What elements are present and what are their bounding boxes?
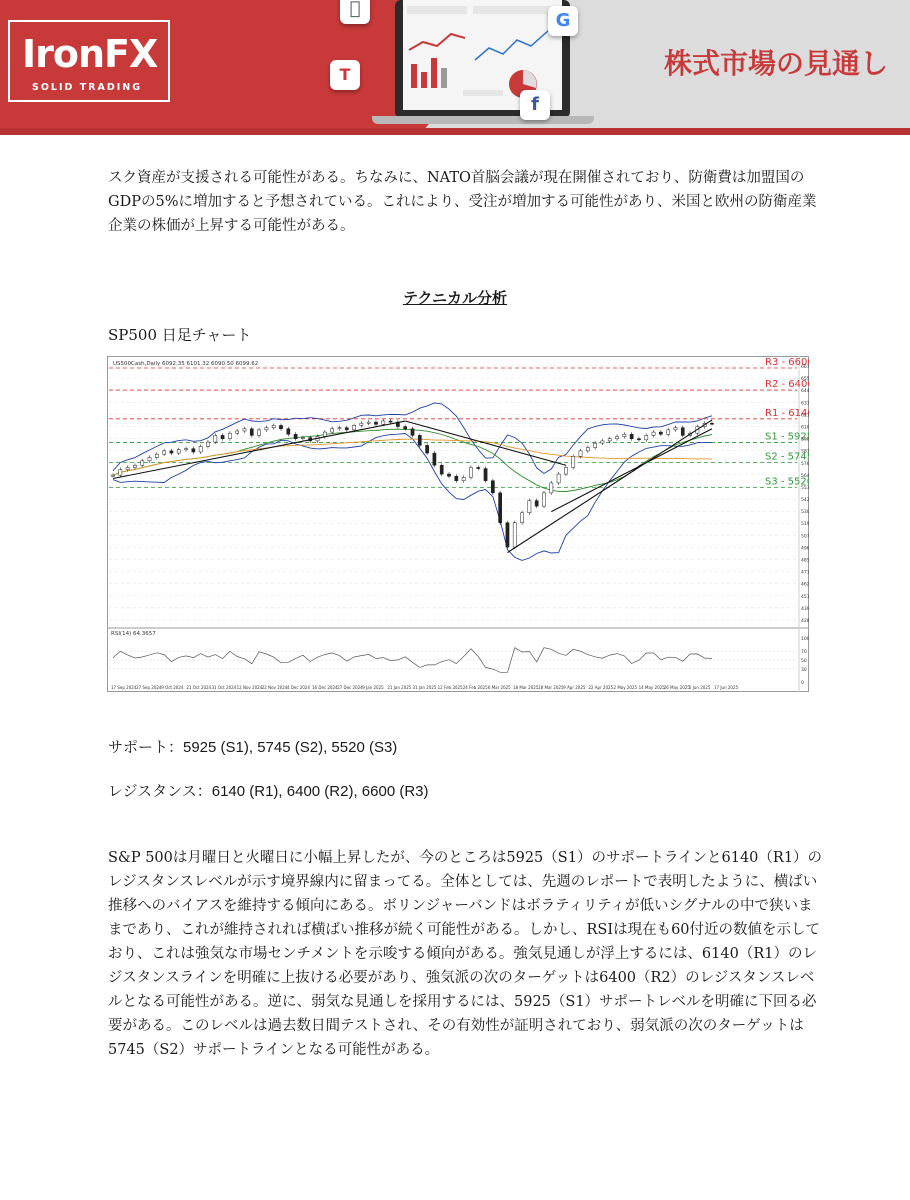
x-tick-label: 18 Mar 2025 [513,685,539,690]
google-icon: G [548,6,578,36]
candle-body [199,446,202,452]
candle-body [594,443,597,447]
support-levels: サポート：5925 (S1), 5745 (S2), 5520 (S3) [108,739,398,756]
candle-body [345,428,348,430]
x-tick-label: 22 Apr 2025 [588,685,614,690]
facebook-icon: f [520,90,550,120]
candle-body [462,477,465,480]
logo-wordmark: IronFX [22,32,158,76]
rsi-tick-label: 0 [801,681,804,686]
section-heading: テクニカル分析 [402,289,508,307]
candle-body [623,434,626,436]
candle-body [535,501,538,507]
candle-body [301,438,304,439]
analysis-paragraph [108,846,824,1062]
candle-body [608,439,611,441]
candle-body [228,433,231,439]
candle-body [148,458,151,461]
candle-body [155,454,158,457]
laptop-base [372,116,594,124]
rsi-tick-label: 70 [801,650,807,656]
y-tick-label: 644 [801,389,809,395]
candle-body [331,429,334,432]
y-tick-label: 633 [801,401,809,407]
candle-body [214,435,217,442]
x-tick-label: 31 Jan 2025 [412,685,437,690]
candle-body [374,422,377,424]
page-title: 株式市場の見通し [663,47,888,80]
x-tick-label: 4 Dec 2024 [286,685,310,690]
chart-title: SP500 日足チャート [108,326,252,344]
x-tick-label: 9 Jan 2025 [362,685,384,690]
candle-body [447,474,450,476]
candle-body [579,451,582,457]
y-tick-label: 598 [801,437,809,443]
candle-body [455,476,458,480]
candle-body [243,429,246,431]
y-tick-label: 610 [801,425,809,431]
candle-body [367,422,370,423]
x-tick-label: 31 Oct 2024 [211,685,237,690]
candle-body [667,430,670,434]
candle-body [287,429,290,435]
y-tick-label: 553 [801,485,809,491]
candle-body [513,523,516,547]
y-tick-label: 451 [801,594,809,600]
apple-icon [340,0,370,24]
header-banner [0,0,910,135]
candle-body [659,432,662,434]
rsi-label: RSI(14) 64.3657 [111,631,156,637]
x-tick-label: 12 Nov 2024 [236,685,263,690]
y-tick-label: 655 [801,377,809,383]
candle-body [710,423,713,424]
level-label: S1 - 5925 [765,431,809,443]
candle-body [491,481,494,493]
chart-svg [107,356,809,692]
candle-body [119,470,122,476]
sp500-daily-chart [107,356,809,692]
logo-tagline: SOLID TRADING [32,82,143,93]
candle-body [557,474,560,483]
candle-body [163,451,166,454]
level-label: S3 - 5520 [765,476,809,488]
x-tick-label: 5 Jun 2025 [688,685,711,690]
candle-body [652,432,655,435]
candle-body [257,430,260,436]
candle-body [192,449,195,452]
level-label: R1 - 6140 [765,407,809,419]
candle-body [484,469,487,481]
y-tick-label: 428 [801,619,809,624]
tesla-icon: T [330,60,360,90]
x-tick-label: 2 May 2025 [613,685,638,690]
x-tick-label: 9 Apr 2025 [563,685,586,690]
candle-body [681,428,684,436]
candle-body [542,493,545,506]
candle-body [433,453,436,465]
candle-body [111,475,114,476]
candle-body [426,445,429,453]
y-tick-label: 473 [801,570,809,576]
candle-body [360,423,363,425]
x-tick-label: 16 Dec 2024 [312,685,338,690]
candle-body [236,431,239,433]
x-tick-label: 22 Nov 2024 [261,685,288,690]
candle-body [528,501,531,513]
x-tick-label: 21 Jan 2025 [387,685,412,690]
y-tick-label: 439 [801,606,809,612]
candle-body [338,428,341,429]
candle-body [550,483,553,493]
x-tick-label: 28 Mar 2025 [538,685,564,690]
candle-body [250,429,253,436]
candle-body [133,465,136,467]
candle-body [294,434,297,438]
candle-body [272,425,275,427]
rsi-tick-label: 50 [801,659,807,664]
level-label: R3 - 6600 [765,356,809,368]
x-tick-label: 27 Dec 2024 [337,685,363,690]
level-label: S2 - 5745 [765,451,809,463]
candle-body [637,439,640,440]
x-tick-label: 27 Sep 2024 [136,685,162,690]
y-tick-label: 576 [801,461,809,467]
y-tick-label: 542 [801,498,809,504]
candle-body [170,451,173,453]
candle-body [564,467,567,474]
candle-body [177,450,180,453]
candle-body [520,513,523,523]
candle-body [601,441,604,443]
y-tick-label: 564 [801,473,809,479]
candle-body [572,456,575,467]
x-tick-label: 14 May 2025 [638,685,665,690]
x-tick-label: 17 Jun 2025 [714,685,739,690]
x-tick-label: 12 Feb 2025 [437,685,463,690]
rsi-tick-label: 30 [801,667,807,673]
candle-body [141,461,144,465]
candle-body [184,449,187,450]
y-tick-label: 462 [801,582,809,588]
candle-body [477,467,480,468]
candle-body [674,428,677,430]
x-tick-label: 21 Oct 2024 [186,685,212,690]
y-tick-label: 587 [801,449,809,455]
x-tick-label: 9 Oct 2024 [161,685,184,690]
y-tick-label: 519 [801,522,809,528]
candle-body [279,425,282,428]
candle-body [221,435,224,438]
y-tick-label: 507 [801,534,809,540]
y-tick-label: 485 [801,558,809,564]
x-tick-label: 26 May 2025 [663,685,690,690]
intro-text: スク資産が支援される可能性がある。ちなみに、NATO首脳会議が現在開催されており、防衛費は加盟国のGDPの5%に増加すると予想されている。これにより、受注が増加する可能性があり、米国と欧州の防衛産業企業の株価が上昇する可能性がある。 [108,170,817,234]
candle-body [404,427,407,429]
candle-body [615,437,618,439]
resistance-levels: レジスタンス：6140 (R1), 6400 (R2), 6600 (R3) [108,783,429,800]
candle-body [389,421,392,422]
candle-body [411,429,414,436]
candle-body [469,467,472,477]
x-tick-label: 17 Sep 2024 [111,685,137,690]
y-tick-label: 496 [801,546,809,552]
ironfx-logo [8,20,170,102]
candle-body [418,435,421,445]
x-tick-label: 6 Mar 2025 [487,685,511,690]
candle-body [265,428,268,430]
level-label: R2 - 6400 [765,379,809,391]
candle-body [499,493,502,523]
candle-body [630,434,633,438]
banner-bottom-stripe [0,128,910,135]
candle-body [645,435,648,439]
candle-body [323,432,326,436]
rsi-tick-label: 100 [801,637,809,642]
candle-body [586,448,589,451]
x-tick-label: 24 Feb 2025 [462,685,488,690]
y-tick-label: 530 [801,510,809,516]
candle-body [440,465,443,474]
y-tick-label: 621 [801,413,809,419]
candle-body [206,442,209,446]
analysis-text: S&P 500は月曜日と火曜日に小幅上昇したが、今のところは5925（S1）のサポートラインと6140（R1）のレジスタンスレベルが示す境界線内に留まってる。全体としては、先週のレポートで表明したように、横ばい推移へのバイアスを維持する傾向にある。ボリンジャーバンドはボラティリティが低いシグナルの中で狭いままであり、これが維持されれば横ばい推移が続く可能性がある。しかし、RSIは現在も60付近の数値を示しており、これは強気な市場センチメントを示唆する傾向がある。強気見通しが浮上するには、6140（R1）のレジスタンスラインを明確に上抜ける必要があり、強気派の次のターゲットは6400（R2）のレジスタンスレベルとなる可能性がある。逆に、弱気な見通しを採用するには、5925（S1）サポートレベルを明確に下回る必要がある。このレベルは過去数日間テストされ、その有効性が証明されており、弱気派の次のターゲットは5745（S2）サポートラインとなる可能性がある。 [108,850,823,1058]
chart-header-text: US500Cash,Daily 6092.35 6101.32 6090.50 6099.62 [113,361,259,367]
candle-body [352,425,355,429]
candle-body [506,523,509,547]
candle-body [126,467,129,469]
intro-paragraph [108,166,824,238]
y-tick-label: 667 [801,365,809,370]
candle-body [382,421,385,424]
